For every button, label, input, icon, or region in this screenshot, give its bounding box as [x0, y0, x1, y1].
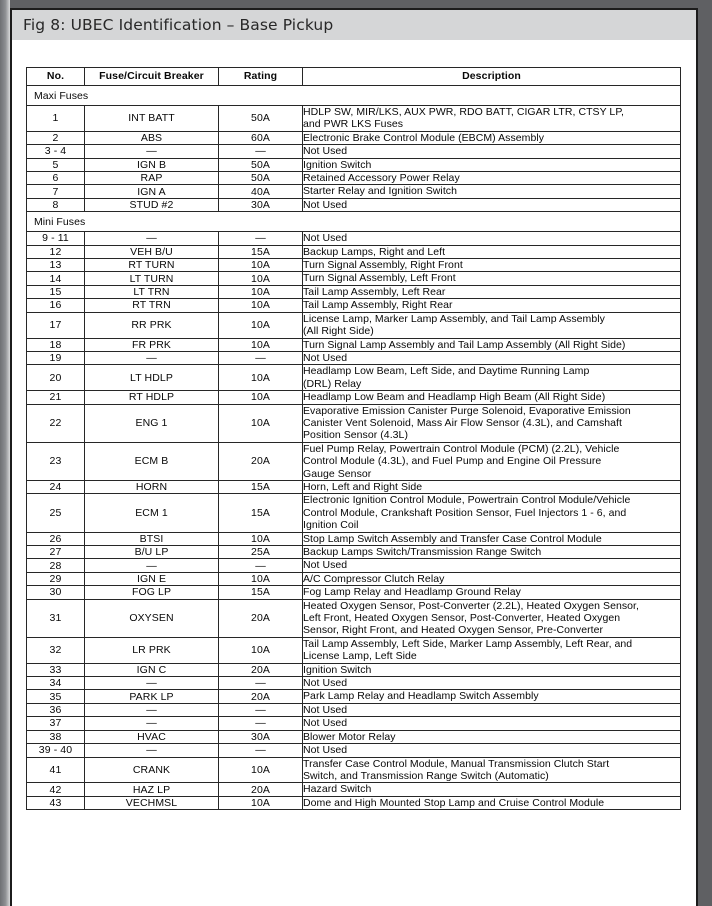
cell-fuse-number: 30 [27, 586, 85, 599]
table-row [27, 312, 681, 338]
description-line: Transfer Case Control Module, Manual Transmission Clutch Start [303, 757, 610, 770]
cell-fuse-number: 2 [27, 131, 85, 144]
cell-fuse-rating: — [219, 717, 303, 730]
description-line: Electronic Ignition Control Module, Powertrain Control Module/Vehicle [303, 494, 631, 507]
cell-fuse-name: FR PRK [85, 338, 219, 351]
table-row [27, 546, 681, 559]
description-line: License Lamp, Marker Lamp Assembly, and Tail Lamp Assembly [303, 312, 605, 325]
table-row [27, 158, 681, 171]
cell-fuse-rating: 20A [219, 663, 303, 676]
cell-fuse-number: 21 [27, 391, 85, 404]
cell-fuse-rating: 20A [219, 783, 303, 796]
cell-fuse-name: RT TRN [85, 299, 219, 312]
cell-fuse-number: 24 [27, 480, 85, 493]
cell-fuse-rating: — [219, 703, 303, 716]
table-row [27, 532, 681, 545]
table-body [27, 86, 681, 810]
cell-fuse-rating: 10A [219, 391, 303, 404]
cell-fuse-name: RR PRK [85, 312, 219, 338]
cell-fuse-name: LT TRN [85, 285, 219, 298]
description-line: Park Lamp Relay and Headlamp Switch Assembly [303, 690, 539, 703]
cell-fuse-rating: 15A [219, 245, 303, 258]
cell-fuse-number: 38 [27, 730, 85, 743]
cell-fuse-rating: 10A [219, 259, 303, 272]
table-row [27, 285, 681, 298]
table-row [27, 677, 681, 690]
table-row [27, 131, 681, 144]
cell-fuse-rating: 10A [219, 572, 303, 585]
cell-fuse-name: — [85, 744, 219, 757]
table-row [27, 744, 681, 757]
description-line: Hazard Switch [303, 783, 372, 796]
cell-fuse-name: LT HDLP [85, 365, 219, 391]
cell-fuse-description [303, 391, 681, 404]
table-row [27, 442, 681, 480]
cell-fuse-rating: — [219, 232, 303, 245]
cell-fuse-name: BTSI [85, 532, 219, 545]
table-row [27, 391, 681, 404]
description-line: Ignition Coil [303, 519, 359, 532]
description-line: Canister Vent Solenoid, Mass Air Flow Sensor (4.3L), and Camshaft [303, 416, 622, 429]
cell-fuse-name: OXYSEN [85, 599, 219, 637]
table-section-row [27, 86, 681, 106]
cell-fuse-number: 39 - 40 [27, 744, 85, 757]
document-content [12, 40, 696, 810]
cell-fuse-number: 41 [27, 757, 85, 783]
description-line: Headlamp Low Beam and Headlamp High Beam (All Right Side) [303, 391, 606, 404]
cell-fuse-description [303, 757, 681, 783]
cell-fuse-name: — [85, 232, 219, 245]
cell-fuse-rating: 10A [219, 285, 303, 298]
cell-fuse-rating: 10A [219, 796, 303, 809]
cell-fuse-rating: 10A [219, 299, 303, 312]
description-line: A/C Compressor Clutch Relay [303, 572, 445, 585]
cell-fuse-number: 7 [27, 185, 85, 198]
cell-fuse-number: 13 [27, 259, 85, 272]
cell-fuse-number: 6 [27, 172, 85, 185]
cell-fuse-number: 33 [27, 663, 85, 676]
cell-fuse-description [303, 259, 681, 272]
description-line: Turn Signal Lamp Assembly and Tail Lamp Assembly (All Right Side) [303, 338, 626, 351]
cell-fuse-number: 42 [27, 783, 85, 796]
table-row [27, 245, 681, 258]
table-row [27, 637, 681, 663]
table-section-label: Mini Fuses [27, 212, 681, 232]
description-line: and PWR LKS Fuses [303, 118, 404, 131]
cell-fuse-name: LT TURN [85, 272, 219, 285]
cell-fuse-name: — [85, 145, 219, 158]
cell-fuse-number: 16 [27, 299, 85, 312]
cell-fuse-description [303, 663, 681, 676]
cell-fuse-name: ECM B [85, 442, 219, 480]
cell-fuse-number: 27 [27, 546, 85, 559]
cell-fuse-description [303, 312, 681, 338]
table-row [27, 783, 681, 796]
cell-fuse-description [303, 703, 681, 716]
cell-fuse-description [303, 572, 681, 585]
cell-fuse-rating: — [219, 559, 303, 572]
cell-fuse-rating: 30A [219, 198, 303, 211]
table-row [27, 172, 681, 185]
cell-fuse-name: RT TURN [85, 259, 219, 272]
cell-fuse-description [303, 338, 681, 351]
table-row [27, 106, 681, 132]
cell-fuse-name: VEH B/U [85, 245, 219, 258]
cell-fuse-number: 26 [27, 532, 85, 545]
cell-fuse-number: 18 [27, 338, 85, 351]
description-line: Fuel Pump Relay, Powertrain Control Module (PCM) (2.2L), Vehicle [303, 442, 620, 455]
description-line: (All Right Side) [303, 325, 374, 338]
cell-fuse-description [303, 285, 681, 298]
description-line: Control Module (4.3L), and Fuel Pump and Engine Oil Pressure [303, 455, 602, 468]
table-row [27, 232, 681, 245]
cell-fuse-name: ENG 1 [85, 404, 219, 442]
table-row [27, 703, 681, 716]
cell-fuse-name: ECM 1 [85, 494, 219, 532]
description-line: Starter Relay and Ignition Switch [303, 185, 457, 198]
cell-fuse-number: 17 [27, 312, 85, 338]
table-row [27, 757, 681, 783]
cell-fuse-description [303, 185, 681, 198]
cell-fuse-number: 35 [27, 690, 85, 703]
cell-fuse-number: 29 [27, 572, 85, 585]
table-row [27, 572, 681, 585]
column-header-rating: Rating [219, 68, 303, 86]
description-line: Not Used [303, 677, 348, 690]
cell-fuse-rating: — [219, 744, 303, 757]
cell-fuse-description [303, 351, 681, 364]
table-row [27, 559, 681, 572]
cell-fuse-number: 3 - 4 [27, 145, 85, 158]
cell-fuse-description [303, 690, 681, 703]
description-line: Ignition Switch [303, 663, 372, 676]
cell-fuse-name: IGN A [85, 185, 219, 198]
cell-fuse-name: LR PRK [85, 637, 219, 663]
table-row [27, 730, 681, 743]
cell-fuse-description [303, 637, 681, 663]
cell-fuse-description [303, 198, 681, 211]
table-row [27, 145, 681, 158]
document-page [10, 8, 698, 906]
cell-fuse-description [303, 559, 681, 572]
cell-fuse-name: CRANK [85, 757, 219, 783]
column-header-desc: Description [303, 68, 681, 86]
cell-fuse-number: 36 [27, 703, 85, 716]
cell-fuse-number: 15 [27, 285, 85, 298]
description-line: Ignition Switch [303, 158, 372, 171]
cell-fuse-name: RAP [85, 172, 219, 185]
cell-fuse-rating: 10A [219, 532, 303, 545]
cell-fuse-number: 32 [27, 637, 85, 663]
cell-fuse-number: 19 [27, 351, 85, 364]
description-line: Dome and High Mounted Stop Lamp and Cruise Control Module [303, 796, 605, 809]
cell-fuse-rating: 60A [219, 131, 303, 144]
table-section-label: Maxi Fuses [27, 86, 681, 106]
description-line: Not Used [303, 351, 348, 364]
cell-fuse-rating: 20A [219, 599, 303, 637]
cell-fuse-description [303, 494, 681, 532]
cell-fuse-description [303, 172, 681, 185]
cell-fuse-number: 23 [27, 442, 85, 480]
description-line: Not Used [303, 145, 348, 158]
description-line: Backup Lamps, Right and Left [303, 245, 446, 258]
table-header-row [27, 68, 681, 86]
table-row [27, 494, 681, 532]
cell-fuse-number: 22 [27, 404, 85, 442]
figure-title: Fig 8: UBEC Identification – Base Pickup [23, 16, 334, 34]
cell-fuse-description [303, 546, 681, 559]
table-row [27, 338, 681, 351]
cell-fuse-name: — [85, 351, 219, 364]
cell-fuse-rating: 50A [219, 106, 303, 132]
column-header-no: No. [27, 68, 85, 86]
description-line: Switch, and Transmission Range Switch (Automatic) [303, 769, 549, 782]
cell-fuse-number: 28 [27, 559, 85, 572]
cell-fuse-number: 14 [27, 272, 85, 285]
description-line: (DRL) Relay [303, 377, 362, 390]
cell-fuse-name: — [85, 717, 219, 730]
cell-fuse-name: HVAC [85, 730, 219, 743]
cell-fuse-description [303, 796, 681, 809]
cell-fuse-name: B/U LP [85, 546, 219, 559]
cell-fuse-rating: 10A [219, 338, 303, 351]
description-line: Tail Lamp Assembly, Left Rear [303, 285, 446, 298]
cell-fuse-description [303, 744, 681, 757]
description-line: Not Used [303, 703, 348, 716]
cell-fuse-rating: 10A [219, 757, 303, 783]
cell-fuse-rating: 50A [219, 158, 303, 171]
cell-fuse-description [303, 480, 681, 493]
description-line: Electronic Brake Control Module (EBCM) Assembly [303, 131, 545, 144]
table-row [27, 586, 681, 599]
cell-fuse-rating: 10A [219, 637, 303, 663]
cell-fuse-number: 20 [27, 365, 85, 391]
cell-fuse-name: VECHMSL [85, 796, 219, 809]
cell-fuse-name: HAZ LP [85, 783, 219, 796]
description-line: Headlamp Low Beam, Left Side, and Daytime Running Lamp [303, 365, 590, 378]
cell-fuse-name: INT BATT [85, 106, 219, 132]
cell-fuse-description [303, 783, 681, 796]
cell-fuse-rating: — [219, 677, 303, 690]
cell-fuse-name: — [85, 677, 219, 690]
description-line: Evaporative Emission Canister Purge Solenoid, Evaporative Emission [303, 404, 631, 417]
table-row [27, 480, 681, 493]
cell-fuse-description [303, 245, 681, 258]
description-line: Tail Lamp Assembly, Right Rear [303, 299, 453, 312]
cell-fuse-description [303, 717, 681, 730]
figure-title-bar [12, 10, 696, 40]
cell-fuse-rating: 10A [219, 272, 303, 285]
description-line: Turn Signal Assembly, Left Front [303, 272, 456, 285]
cell-fuse-description [303, 730, 681, 743]
table-row [27, 796, 681, 809]
table-row [27, 365, 681, 391]
cell-fuse-number: 9 - 11 [27, 232, 85, 245]
description-line: Fog Lamp Relay and Headlamp Ground Relay [303, 586, 521, 599]
cell-fuse-name: IGN C [85, 663, 219, 676]
cell-fuse-name: STUD #2 [85, 198, 219, 211]
description-line: License Lamp, Left Side [303, 650, 417, 663]
cell-fuse-description [303, 599, 681, 637]
description-line: Gauge Sensor [303, 467, 372, 480]
table-row [27, 272, 681, 285]
cell-fuse-rating: 15A [219, 480, 303, 493]
description-line: Retained Accessory Power Relay [303, 172, 460, 185]
cell-fuse-number: 25 [27, 494, 85, 532]
description-line: Blower Motor Relay [303, 730, 396, 743]
cell-fuse-number: 34 [27, 677, 85, 690]
description-line: Not Used [303, 559, 348, 572]
cell-fuse-rating: 10A [219, 404, 303, 442]
cell-fuse-description [303, 106, 681, 132]
description-line: Left Front, Heated Oxygen Sensor, Post-Converter, Heated Oxygen [303, 612, 621, 625]
cell-fuse-rating: 20A [219, 442, 303, 480]
column-header-fuse: Fuse/Circuit Breaker [85, 68, 219, 86]
description-line: Not Used [303, 232, 348, 245]
table-row [27, 717, 681, 730]
cell-fuse-number: 37 [27, 717, 85, 730]
cell-fuse-rating: 15A [219, 586, 303, 599]
cell-fuse-name: FOG LP [85, 586, 219, 599]
cell-fuse-number: 43 [27, 796, 85, 809]
description-line: Tail Lamp Assembly, Left Side, Marker Lamp Assembly, Left Rear, and [303, 637, 633, 650]
cell-fuse-description [303, 158, 681, 171]
cell-fuse-number: 31 [27, 599, 85, 637]
table-row [27, 185, 681, 198]
cell-fuse-name: — [85, 559, 219, 572]
cell-fuse-number: 8 [27, 198, 85, 211]
cell-fuse-description [303, 145, 681, 158]
cell-fuse-rating: 50A [219, 172, 303, 185]
cell-fuse-name: ABS [85, 131, 219, 144]
table-header [27, 68, 681, 86]
cell-fuse-name: HORN [85, 480, 219, 493]
table-row [27, 404, 681, 442]
cell-fuse-rating: 30A [219, 730, 303, 743]
description-line: Stop Lamp Switch Assembly and Transfer Case Control Module [303, 532, 602, 545]
cell-fuse-description [303, 232, 681, 245]
cell-fuse-name: IGN B [85, 158, 219, 171]
table-row [27, 690, 681, 703]
cell-fuse-name: — [85, 703, 219, 716]
description-line: HDLP SW, MIR/LKS, AUX PWR, RDO BATT, CIGAR LTR, CTSY LP, [303, 106, 624, 118]
cell-fuse-description [303, 131, 681, 144]
cell-fuse-rating: 10A [219, 365, 303, 391]
cell-fuse-rating: 15A [219, 494, 303, 532]
description-line: Backup Lamps Switch/Transmission Range Switch [303, 546, 542, 558]
cell-fuse-description [303, 442, 681, 480]
cell-fuse-description [303, 365, 681, 391]
description-line: Position Sensor (4.3L) [303, 429, 408, 442]
cell-fuse-name: PARK LP [85, 690, 219, 703]
description-line: Sensor, Right Front, and Heated Oxygen Sensor, Pre-Converter [303, 624, 604, 637]
table-row [27, 599, 681, 637]
cell-fuse-description [303, 677, 681, 690]
cell-fuse-description [303, 272, 681, 285]
table-row [27, 198, 681, 211]
cell-fuse-number: 12 [27, 245, 85, 258]
description-line: Horn, Left and Right Side [303, 480, 423, 493]
cell-fuse-description [303, 404, 681, 442]
cell-fuse-rating: 40A [219, 185, 303, 198]
cell-fuse-number: 1 [27, 106, 85, 132]
table-row [27, 663, 681, 676]
cell-fuse-rating: 20A [219, 690, 303, 703]
table-row [27, 259, 681, 272]
cell-fuse-name: RT HDLP [85, 391, 219, 404]
description-line: Turn Signal Assembly, Right Front [303, 259, 463, 272]
description-line: Not Used [303, 744, 348, 757]
description-line: Heated Oxygen Sensor, Post-Converter (2.2L), Heated Oxygen Sensor, [303, 599, 639, 612]
cell-fuse-name: IGN E [85, 572, 219, 585]
cell-fuse-description [303, 299, 681, 312]
cell-fuse-description [303, 532, 681, 545]
cell-fuse-rating: — [219, 351, 303, 364]
description-line: Not Used [303, 717, 348, 730]
cell-fuse-rating: 10A [219, 312, 303, 338]
description-line: Not Used [303, 198, 348, 211]
cell-fuse-description [303, 586, 681, 599]
table-row [27, 351, 681, 364]
table-section-row [27, 212, 681, 232]
cell-fuse-number: 5 [27, 158, 85, 171]
cell-fuse-rating: — [219, 145, 303, 158]
fuse-identification-table [26, 67, 681, 810]
table-row [27, 299, 681, 312]
description-line: Control Module, Crankshaft Position Sensor, Fuel Injectors 1 - 6, and [303, 506, 627, 519]
cell-fuse-rating: 25A [219, 546, 303, 559]
